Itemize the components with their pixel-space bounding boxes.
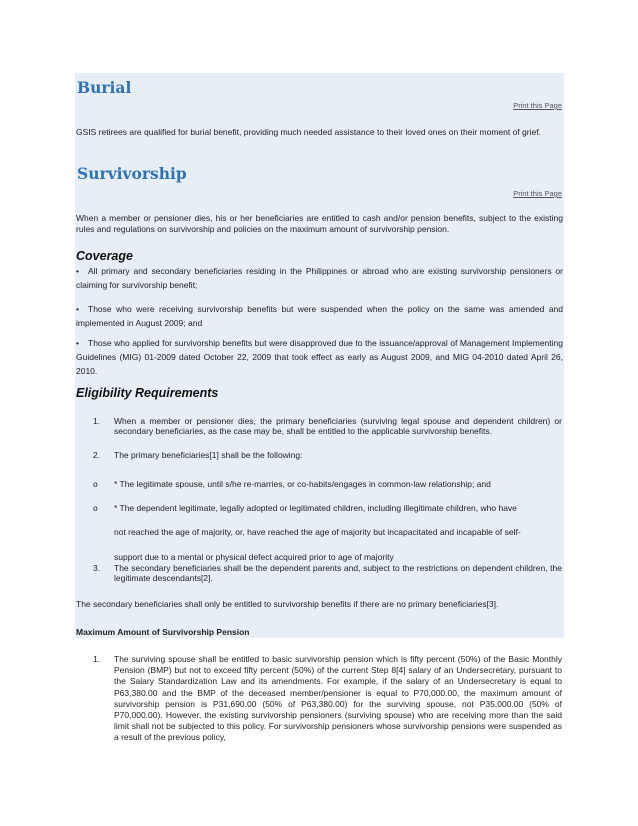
burial-print-link[interactable]: Print this Page xyxy=(513,101,562,110)
burial-band xyxy=(75,73,564,163)
eligibility-sub-1: * The legitimate spouse, until s/he re-marries, or co-habits/engages in common-law relationship; and xyxy=(114,479,491,489)
bullet-icon: • xyxy=(76,304,79,314)
maximum-item-1: The surviving spouse shall be entitled to basic survivorship pension which is fifty percent (50%) of the Basic Monthly Pension (BMP) but not to exceed fifty percent (50%) of the current Step 8[4] salary of an Undersecretary, pursuant to the Salary Standardization Law and its amendments. For example, if the salary of an Undersecretary is equal to P63,380.00 and the BMP of the deceased member/pensioner is equal to P70,000.00, the maximum amount of survivorship pension is P31,690.00 (50% of P63,380.00) for the surviving spouse, not P35,000.00 (50% of P70,000.00). However, the existing survivorship pensioners (surviving spouse) who are receiving more than the said limit shall not be subjected to this policy. For survivorship pensioners whose survivorship pensions were suspended as a result of the previous policy, xyxy=(114,654,562,743)
burial-text: GSIS retirees are qualified for burial benefit, providing much needed assistance to their loved ones on their moment of grief. xyxy=(76,127,541,137)
circle-bullet-icon: o xyxy=(93,479,98,489)
maximum-num-1: 1. xyxy=(93,654,101,664)
coverage-item-1-text: All primary and secondary beneficiaries residing in the Philippines or abroad who are existing survivorship pensioners or claiming for survivorship benefit; xyxy=(76,266,563,290)
circle-bullet-icon: o xyxy=(93,503,98,513)
eligibility-sub-2c: support due to a mental or physical defect acquired prior to age of majority xyxy=(114,552,394,562)
bullet-icon: • xyxy=(76,338,79,348)
eligibility-num-1: 1. xyxy=(93,416,101,426)
eligibility-title: Eligibility Requirements xyxy=(76,386,219,400)
survivorship-print-link[interactable]: Print this Page xyxy=(513,189,562,198)
coverage-item-3 xyxy=(76,336,563,378)
bullet-icon: • xyxy=(76,266,79,276)
secondary-note: The secondary beneficiaries shall only be entitled to survivorship benefits if there are no primary beneficiaries[3]. xyxy=(76,599,499,609)
coverage-item-1 xyxy=(76,264,563,292)
survivorship-title: Survivorship xyxy=(77,164,187,183)
eligibility-sub-2b: not reached the age of majority, or, have reached the age of majority but incapacitated and incapable of self- xyxy=(114,527,521,537)
eligibility-num-3: 3. xyxy=(93,563,101,573)
eligibility-item-3: The secondary beneficiaries shall be the dependent parents and, subject to the restrictions on dependent children, the legitimate descendants[2]. xyxy=(114,563,562,583)
coverage-title: Coverage xyxy=(76,249,133,263)
eligibility-num-2: 2. xyxy=(93,450,101,460)
coverage-item-2-text: Those who were receiving survivorship benefits but were suspended when the policy on the same was amended and implemented in August 2009; and xyxy=(76,304,563,328)
maximum-title: Maximum Amount of Survivorship Pension xyxy=(76,627,250,637)
eligibility-item-1: When a member or pensioner dies, the primary beneficiaries (surviving legal spouse and dependent children) or secondary beneficiaries, as the case may be, shall be entitled to the applicable survivorship benefits. xyxy=(114,416,562,436)
eligibility-item-2: The primary beneficiaries[1] shall be the following: xyxy=(114,450,303,460)
coverage-item-2 xyxy=(76,302,563,330)
burial-title: Burial xyxy=(77,78,132,97)
coverage-item-3-text: Those who applied for survivorship benefits but were disapproved due to the issuance/approval of Management Implementing Guidelines (MIG) 01-2009 dated October 22, 2009 that took effect as early as August 2009, and MIG 04-2010 dated April 26, 2010. xyxy=(76,338,563,376)
eligibility-sub-2a: * The dependent legitimate, legally adopted or legitimated children, including illegitimate children, who have xyxy=(114,503,517,513)
survivorship-text: When a member or pensioner dies, his or her beneficiaries are entitled to cash and/or pension benefits, subject to the existing rules and regulations on survivorship and policies on the maximum amount of survivorship pension. xyxy=(76,213,563,234)
